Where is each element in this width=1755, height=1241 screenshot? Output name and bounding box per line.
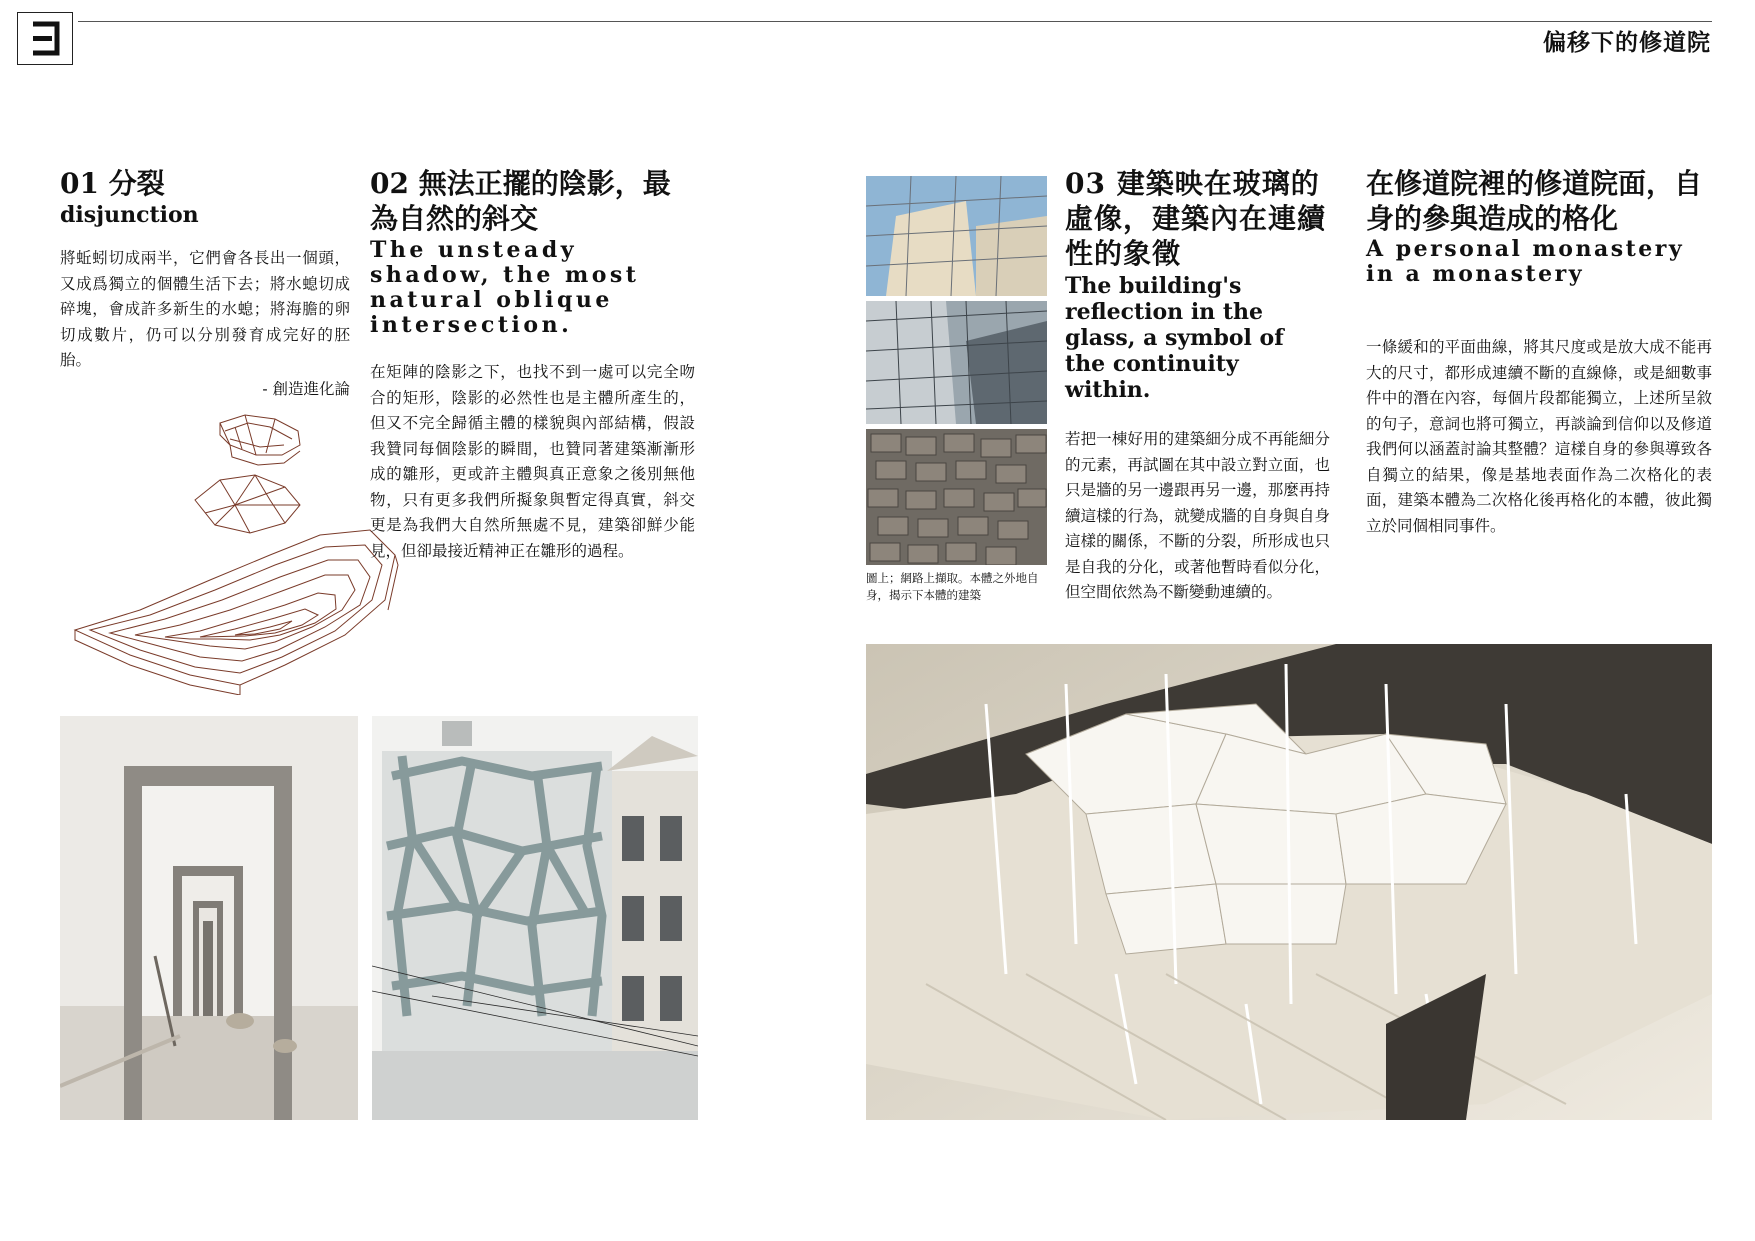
section-02-title-zh: 02 無法正擺的陰影，最為自然的斜交 xyxy=(370,167,671,235)
section-04-body: 一條緩和的平面曲線，將其尺度或是放大成不能再大的尺寸，都形成連續不斷的直線條，或是細數事件中的潛在內容，每個片段都能獨立，上述所呈敘的句子，意詞也將可獨立，再談論到信仰以及修道我們何以涵蓋討論其整體？這樣自身的參與導致各自獨立的結果，像是基地表面作為二次格化的表面，建築本體為二次格化後再格化的本體，彼此獨立於同個相同事件。 xyxy=(1366,338,1712,535)
section-04-title-en: A personal monastery in a monastery xyxy=(1366,236,1685,287)
section-03-title-en: The building's reflection in the glass, a symbol of the continuity within. xyxy=(1065,273,1284,403)
section-04-title-zh: 在修道院裡的修道院面，自身的參與造成的格化 xyxy=(1366,167,1703,235)
section-04 xyxy=(1366,166,1712,539)
section-02-title-en: The unsteady shadow, the most natural oblique intersection. xyxy=(370,237,640,338)
section-03-title-zh: 03 建築映在玻璃的虛像，建築內在連續性的象徵 xyxy=(1065,167,1327,270)
section-01-quote: - 創造進化論 xyxy=(262,379,350,398)
section-03 xyxy=(1065,166,1330,606)
brick-pavement-photo xyxy=(866,429,1047,565)
section-03-body: 若把一棟好用的建築細分成不再能細分的元素，再試圖在其中設立對立面，也只是牆的另一邊跟再另一邊，那麼再持續這樣的行為，就變成牆的自身與自身這樣的關係，不斷的分裂，所形成也只是自我的分化，或著他暫時看似分化，但空間依然為不斷變動連續的。 xyxy=(1065,430,1330,601)
page-number-3-icon xyxy=(30,21,60,56)
glass-reflection-photo-1 xyxy=(866,176,1047,296)
photo-caption: 圖上；網路上擷取。本體之外地自身，揭示下本體的建築 xyxy=(866,571,1039,602)
running-title: 偏移下的修道院 xyxy=(1543,29,1711,56)
wireframe-terrain-drawing xyxy=(70,405,405,695)
section-01 xyxy=(60,166,350,399)
section-02 xyxy=(370,166,695,564)
monastery-model-photo xyxy=(866,644,1712,1120)
section-01-body: 將蚯蚓切成兩半，它們會各長出一個頭，又成爲獨立的個體生活下去；將水螅切成碎塊，會成許多新生的水螅；將海膽的卵切成數片，仍可以分別發育成完好的胚胎。 xyxy=(60,249,350,369)
section-02-body: 在矩陣的陰影之下，也找不到一處可以完全吻合的矩形，陰影的必然性也是主體所產生的，但又不完全歸循主體的樣貌與內部結構，假設我贊同每個陰影的瞬間，也贊同著建築漸漸形成的雛形，更或許主體與真正意象之後別無他物，只有更多我們所擬象與暫定得真實，斜交更是為我們大自然所無處不見，建築卻鮮少能見，但卻最接近精神正在雛形的過程。 xyxy=(370,363,695,560)
page-number-box xyxy=(17,12,73,65)
section-01-title-zh: 01 分裂 xyxy=(60,167,165,200)
header-rule xyxy=(78,21,1712,22)
concrete-doorframes-photo xyxy=(60,716,358,1120)
glass-reflection-photo-2 xyxy=(866,301,1047,424)
shadow-grid-facade-photo xyxy=(372,716,698,1120)
section-01-title-en: disjunction xyxy=(60,202,199,228)
